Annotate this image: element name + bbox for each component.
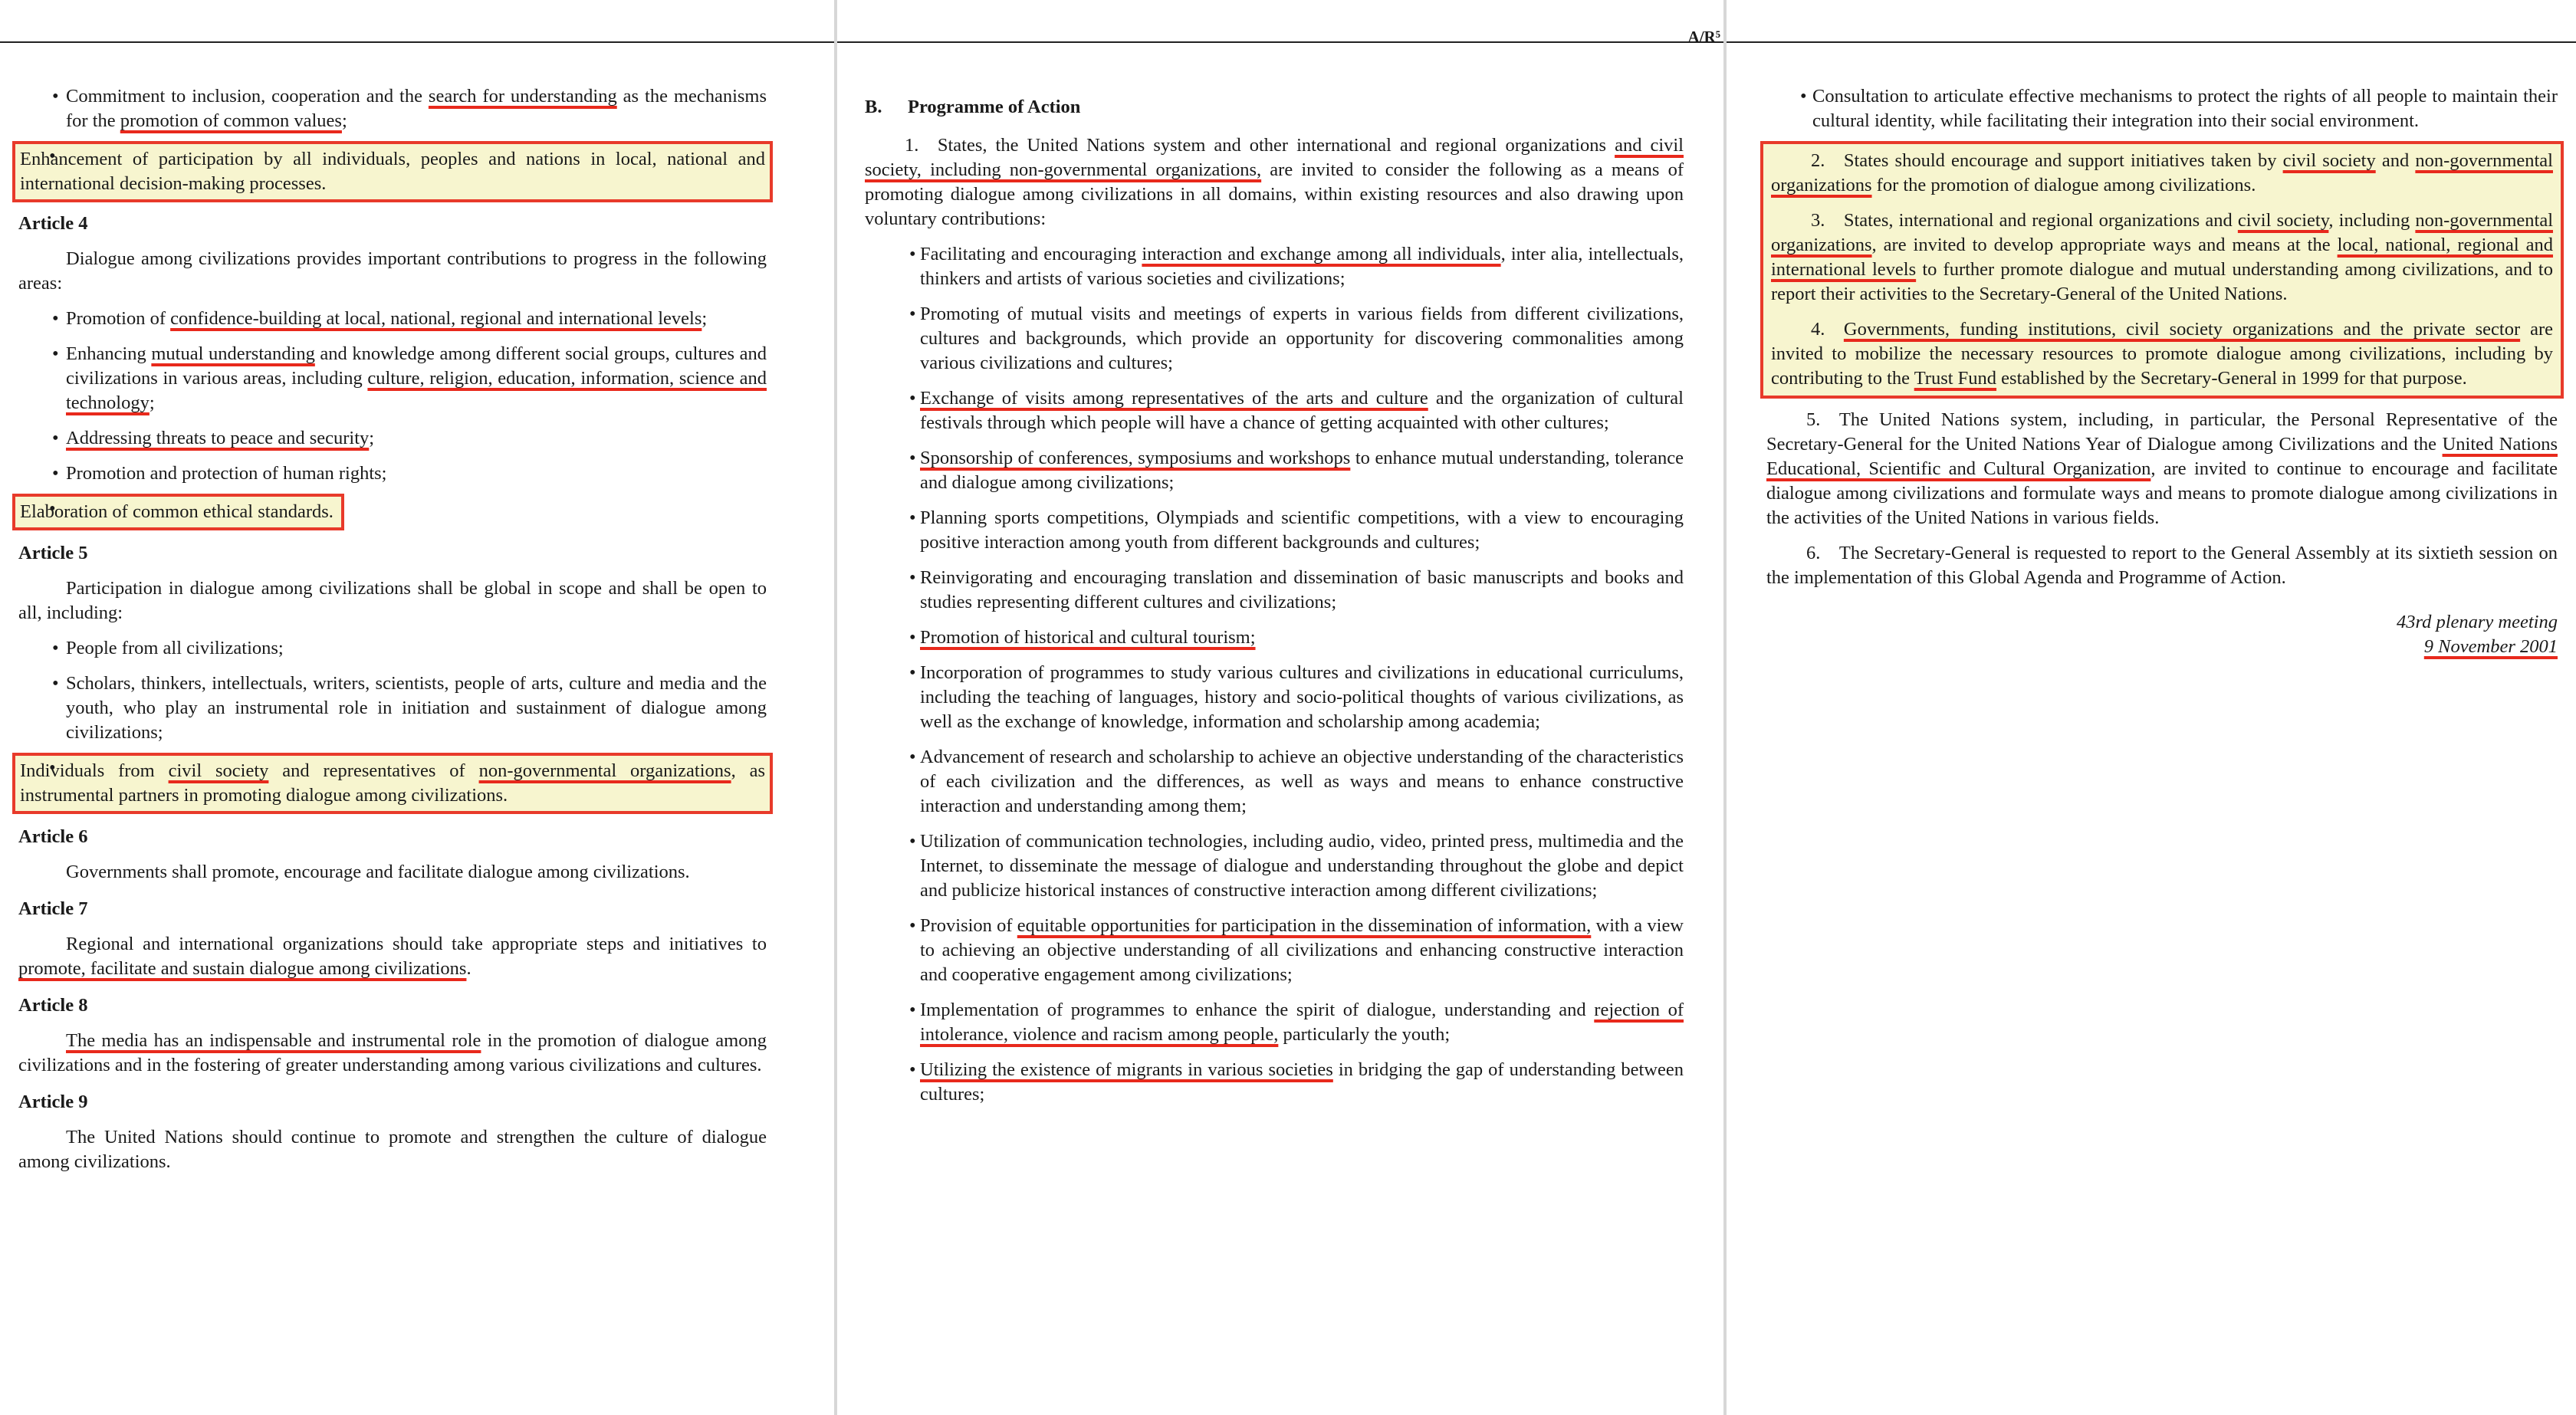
bullet-commitment: • Commitment to inclusion, cooperation and the search for understanding as the mechanisms for the promotion of common values; (18, 84, 767, 133)
document-symbol: A/R⁵ (1687, 28, 1720, 46)
meeting-date: 9 November 2001 (2423, 636, 2558, 657)
article-7-heading: Article 7 (18, 898, 88, 919)
bullet-consultation: • Consultation to articulate effective mechanisms to protect the rights of all people to maintain their cultural identity, while facilitating their integration into their social environment. (1766, 84, 2558, 133)
article-9-heading: Article 9 (18, 1092, 88, 1112)
article-6-text: Governments shall promote, encourage and facilitate dialogue among civilizations. (66, 862, 690, 882)
header-rule (1727, 41, 2576, 43)
paragraph-1: 1. States, the United Nations system and other international and regional organizations and civil society, including non-governmental organizations, are invited to consider the following as a means of promoting dialogue among civilizations in all domains, within existing resources and also drawing upon voluntary contributions: (865, 135, 1684, 229)
paragraph-3: 3. States, international and regional organizations and civil society, including non-governmental organizations, are invited to develop appropriate ways and means at the local, national, regional and international levels to further promote dialogue and mutual understanding among civilizations, and to report their activities to the Secretary-General of the United Nations. (1771, 210, 2554, 304)
bullet-scholars: • Scholars, thinkers, intellectuals, writers, scientists, people of arts, culture and media and the youth, who play an instrumental role in initiation and sustainment of dialogue among civilizations; (18, 671, 767, 745)
article-8-heading: Article 8 (18, 995, 88, 1016)
article-8-text: The media has an indispensable and instrumental role in the promotion of dialogue among civilizations and in the fostering of greater understanding among various civilizations and cultures. (18, 1030, 767, 1075)
article-7-text: Regional and international organizations should take appropriate steps and initiatives to promote, facilitate and sustain dialogue among civilizations. (18, 934, 767, 979)
highlight-box-ethical: • Elaboration of common ethical standards. (12, 494, 344, 530)
article-4-heading: Article 4 (18, 213, 88, 234)
highlight-box-ethical-wrap (18, 494, 767, 530)
action-communication: • Utilization of communication technologies, including audio, video, printed press, multimedia and the Internet, to disseminate the message of dialogue and understanding throughout the globe and depict and publicize historical instances of constructive interaction among different civilizations; (865, 829, 1684, 903)
action-sports: • Planning sports competitions, Olympiads and scientific competitions, with a view to encouraging positive interaction among youth from different backgrounds and cultures; (865, 506, 1684, 555)
article-5-intro: Participation in dialogue among civilizations shall be global in scope and shall be open to all, including: (18, 578, 767, 623)
page-left-text (18, 84, 767, 1174)
bullet-threats: • Addressing threats to peace and security; (18, 426, 767, 451)
header-rule (837, 41, 1723, 43)
bullet-confidence: • Promotion of confidence-building at local, national, regional and international levels; (18, 307, 767, 331)
action-curriculums: • Incorporation of programmes to study various cultures and civilizations in educational curriculums, including the teaching of languages, history and socio-political thoughts of various civilizations, as well as the exchange of knowledge, information and scholarship among academia; (865, 661, 1684, 734)
action-facilitating: • Facilitating and encouraging interaction and exchange among all individuals, inter alia, intellectuals, thinkers and artists of various societies and civilizations; (865, 242, 1684, 291)
document-page-middle[interactable] (837, 0, 1723, 1415)
section-b-heading: B. Programme of Action (865, 97, 1081, 117)
action-programmes: • Implementation of programmes to enhance the spirit of dialogue, understanding and rejection of intolerance, violence and racism among people, particularly the youth; (865, 998, 1684, 1047)
paragraph-5: 5. The United Nations system, including, in particular, the Personal Representative of the Secretary-General for the United Nations Year of Dialogue among Civilizations and the United Nations Educational, Scientific and Cultural Organization, are invited to continue to encourage and facilitate dialogue among civilizations and formulate ways and means to promote dialogue among civilizations in the activities of the United Nations in various fields. (1766, 409, 2558, 528)
bullet-mutual-understanding: • Enhancing mutual understanding and knowledge among different social groups, cultures and civilizations in various areas, including culture, religion, education, information, science and technology; (18, 342, 767, 415)
bullet-people: • People from all civilizations; (18, 636, 767, 661)
article-6-heading: Article 6 (18, 826, 88, 847)
action-equitable: • Provision of equitable opportunities for participation in the dissemination of information, with a view to achieving an objective understanding of all civilizations and enhancing constructive interaction and cooperative engagement among civilizations; (865, 914, 1684, 987)
paragraph-4: 4. Governments, funding institutions, civil society organizations and the private sector are invited to mobilize the necessary resources to promote dialogue among civilizations, including by contributing to the Trust Fund established by the Secretary-General in 1999 for that purpose. (1771, 319, 2553, 389)
header-rule (0, 41, 834, 43)
highlight-box-civil-society: • Individuals from civil society and representatives of non-governmental organizations, as instrumental partners in promoting dialogue among civilizations. (12, 753, 773, 814)
document-page-left[interactable] (0, 0, 834, 1415)
bullet-human-rights: • Promotion and protection of human rights; (18, 461, 767, 486)
article-5-heading: Article 5 (18, 543, 88, 563)
action-tourism: • Promotion of historical and cultural tourism; (865, 625, 1684, 650)
page-right-text (1766, 84, 2558, 659)
document-page-right[interactable] (1727, 0, 2576, 1415)
page-middle-text (865, 95, 1684, 1107)
highlight-box-paragraphs-2-4 (1760, 141, 2564, 399)
action-migrants: • Utilizing the existence of migrants in various societies in bridging the gap of understanding between cultures; (865, 1058, 1684, 1107)
action-translation: • Reinvigorating and encouraging translation and dissemination of basic manuscripts and books and studies representing different cultures and civilizations; (865, 566, 1684, 615)
action-research: • Advancement of research and scholarship to achieve an objective understanding of the characteristics of each civilization and the differences, as well as ways and means to enhance constructive interaction and understanding among them; (865, 745, 1684, 819)
action-sponsorship: • Sponsorship of conferences, symposiums and workshops to enhance mutual understanding, tolerance and dialogue among civilizations; (865, 446, 1684, 495)
paragraph-2: 2. States should encourage and support initiatives taken by civil society and non-governmental organizations for the promotion of dialogue among civilizations. (1771, 150, 2553, 195)
article-4-intro: Dialogue among civilizations provides important contributions to progress in the following areas: (18, 248, 767, 294)
article-9-text: The United Nations should continue to promote and strengthen the culture of dialogue among civilizations. (18, 1127, 767, 1172)
action-exchange-visits: • Exchange of visits among representatives of the arts and culture and the organization of cultural festivals through which people will have a chance of getting acquainted with other cultures; (865, 386, 1684, 435)
paragraph-6: 6. The Secretary-General is requested to report to the General Assembly at its sixtieth session on the implementation of this Global Agenda and Programme of Action. (1766, 543, 2558, 588)
highlight-box-participation: • Enhancement of participation by all individuals, peoples and nations in local, national and international decision-making processes. (12, 141, 773, 202)
meeting-line: 43rd plenary meeting (2396, 612, 2558, 632)
action-mutual-visits: • Promoting of mutual visits and meetings of experts in various fields from different civilizations, cultures and backgrounds, which provide an opportunity for discovering commonalities among various civilizations and cultures; (865, 302, 1684, 376)
